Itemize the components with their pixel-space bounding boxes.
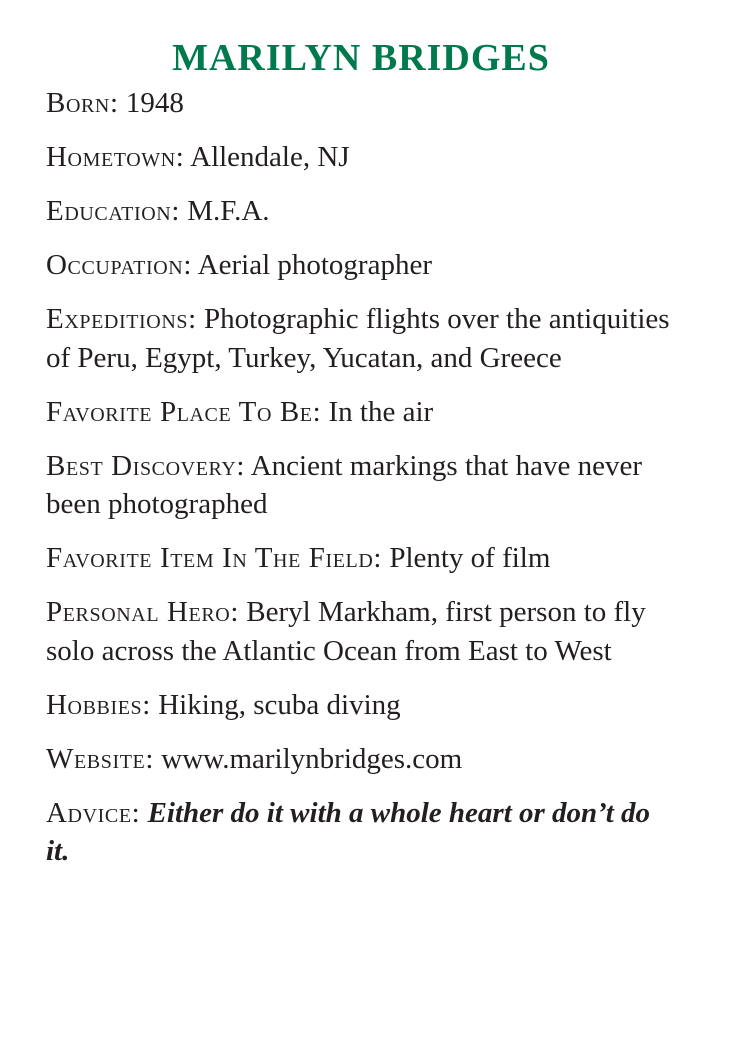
entry-best-discovery [46,447,676,524]
entry-value: Beryl Markham, first person to fly solo across the Atlantic Ocean from East to West [46,596,646,667]
entry-website [46,740,676,779]
entry-label: Occupation: [46,249,193,281]
entry-hometown [46,138,676,177]
entry-personal-hero [46,593,676,670]
entry-value: 1948 [125,87,184,119]
entry-expeditions [46,300,676,377]
entry-label: Hobbies: [46,688,151,721]
entry-label: Hometown: [46,141,185,173]
entry-value: Either do it with a whole heart or don’t do it. [46,796,651,867]
profile-title: MARILYN BRIDGES [172,37,550,79]
entry-label: Favorite Item In The Field: [46,542,383,574]
entry-value: In the air [328,395,434,428]
entry-education [46,192,676,231]
entry-label: Education: [46,195,180,227]
entry-label: Best Discovery: [46,449,246,482]
entry-advice [46,794,676,871]
entry-value: Plenty of film [389,542,551,574]
profile-card [46,34,676,886]
entry-label: Favorite Place To Be: [46,395,322,428]
entry-value: Allendale, NJ [190,141,350,173]
entry-occupation [46,246,676,285]
entry-label: Website: [46,742,155,775]
entry-value: www.marilynbridges.com [161,742,463,775]
entry-favorite-item [46,539,676,578]
entry-label: Personal Hero: [46,596,240,628]
entry-hobbies [46,686,676,725]
entry-value: Photographic flights over the antiquities of Peru, Egypt, Turkey, Yucatan, and Greece [46,303,670,374]
entry-label: Advice: [46,796,141,829]
entry-label: Expeditions: [46,303,197,335]
entry-value: Ancient markings that have never been photographed [46,449,643,520]
entry-favorite-place [46,393,676,432]
entry-value: Aerial photographer [197,249,432,281]
entry-label: Born: [46,87,119,119]
entry-value: Hiking, scuba diving [158,688,401,721]
entry-value: M.F.A. [187,195,270,227]
entry-born [46,84,676,123]
